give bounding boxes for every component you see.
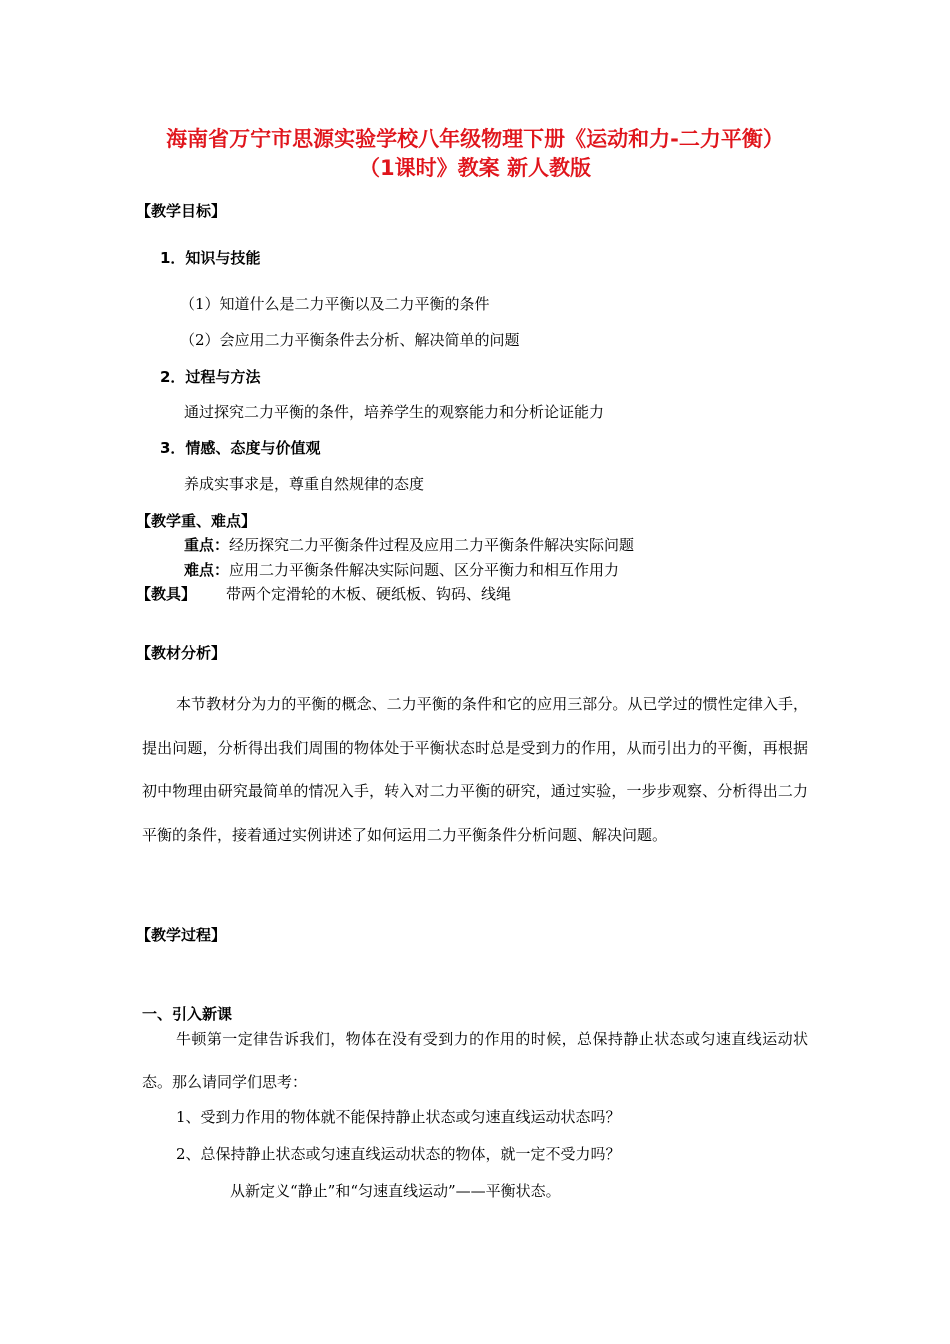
question-2: 2、总保持静止状态或匀速直线运动状态的物体，就一定不受力吗？ bbox=[176, 1145, 621, 1163]
process-methods-text: 通过探究二力平衡的条件，培养学生的观察能力和分析论证能力 bbox=[184, 403, 605, 421]
emotion-values-text: 养成实事求是，尊重自然规律的态度 bbox=[184, 475, 425, 493]
difficulty-text: 应用二力平衡条件解决实际问题、区分平衡力和相互作用力 bbox=[229, 561, 620, 579]
intro-section-title: 一、引入新课 bbox=[142, 1005, 233, 1023]
tools-line bbox=[136, 584, 511, 604]
definition-line: 从新定义“静止”和“匀速直线运动”——平衡状态。 bbox=[230, 1182, 561, 1200]
tools-text: 带两个定滑轮的木板、硬纸板、钩码、线绳 bbox=[226, 585, 512, 603]
process-heading: 【教学过程】 bbox=[136, 926, 227, 944]
document-title-line1: 海南省万宁市思源实验学校八年级物理下册《运动和力-二力平衡） bbox=[166, 127, 784, 151]
analysis-paragraph: 本节教材分为力的平衡的概念、二力平衡的条件和它的应用三部分。从已学过的惯性定律入手，提出问题，分析得出我们周围的物体处于平衡状态时总是受到力的作用，从而引出力的平衡，再根据初中物理由研究最简单的情况入手，转入对二力平衡的研究，通过实验，一步步观察、分析得出二力平衡的条件，接着通过实例讲述了如何运用二力平衡条件分析问题、解决问题。 bbox=[142, 695, 808, 844]
objectives-heading: 【教学目标】 bbox=[136, 202, 227, 220]
objective-item-1: （1）知道什么是二力平衡以及二力平衡的条件 bbox=[180, 295, 490, 313]
objective-item-2: （2）会应用二力平衡条件去分析、解决简单的问题 bbox=[180, 331, 520, 349]
difficulty-line bbox=[184, 560, 619, 580]
key-point-line bbox=[184, 535, 634, 555]
process-methods-title: 2．过程与方法 bbox=[160, 368, 261, 386]
keypoints-heading: 【教学重、难点】 bbox=[136, 512, 257, 530]
tools-heading: 【教具】 bbox=[136, 585, 197, 603]
key-point-text: 经历探究二力平衡条件过程及应用二力平衡条件解决实际问题 bbox=[229, 536, 635, 554]
analysis-heading: 【教材分析】 bbox=[136, 644, 227, 662]
intro-paragraph: 牛顿第一定律告诉我们，物体在没有受到力的作用的时候，总保持静止状态或匀速直线运动状态。那么请同学们思考： bbox=[142, 1030, 808, 1091]
key-point-label: 重点： bbox=[184, 536, 230, 554]
difficulty-label: 难点： bbox=[184, 561, 230, 579]
question-1: 1、受到力作用的物体就不能保持静止状态或匀速直线运动状态吗？ bbox=[176, 1108, 621, 1126]
knowledge-skills-title: 1．知识与技能 bbox=[160, 249, 261, 267]
document-title-line2: （1课时》教案 新人教版 bbox=[359, 156, 591, 180]
emotion-values-title: 3．情感、态度与价值观 bbox=[160, 439, 321, 457]
